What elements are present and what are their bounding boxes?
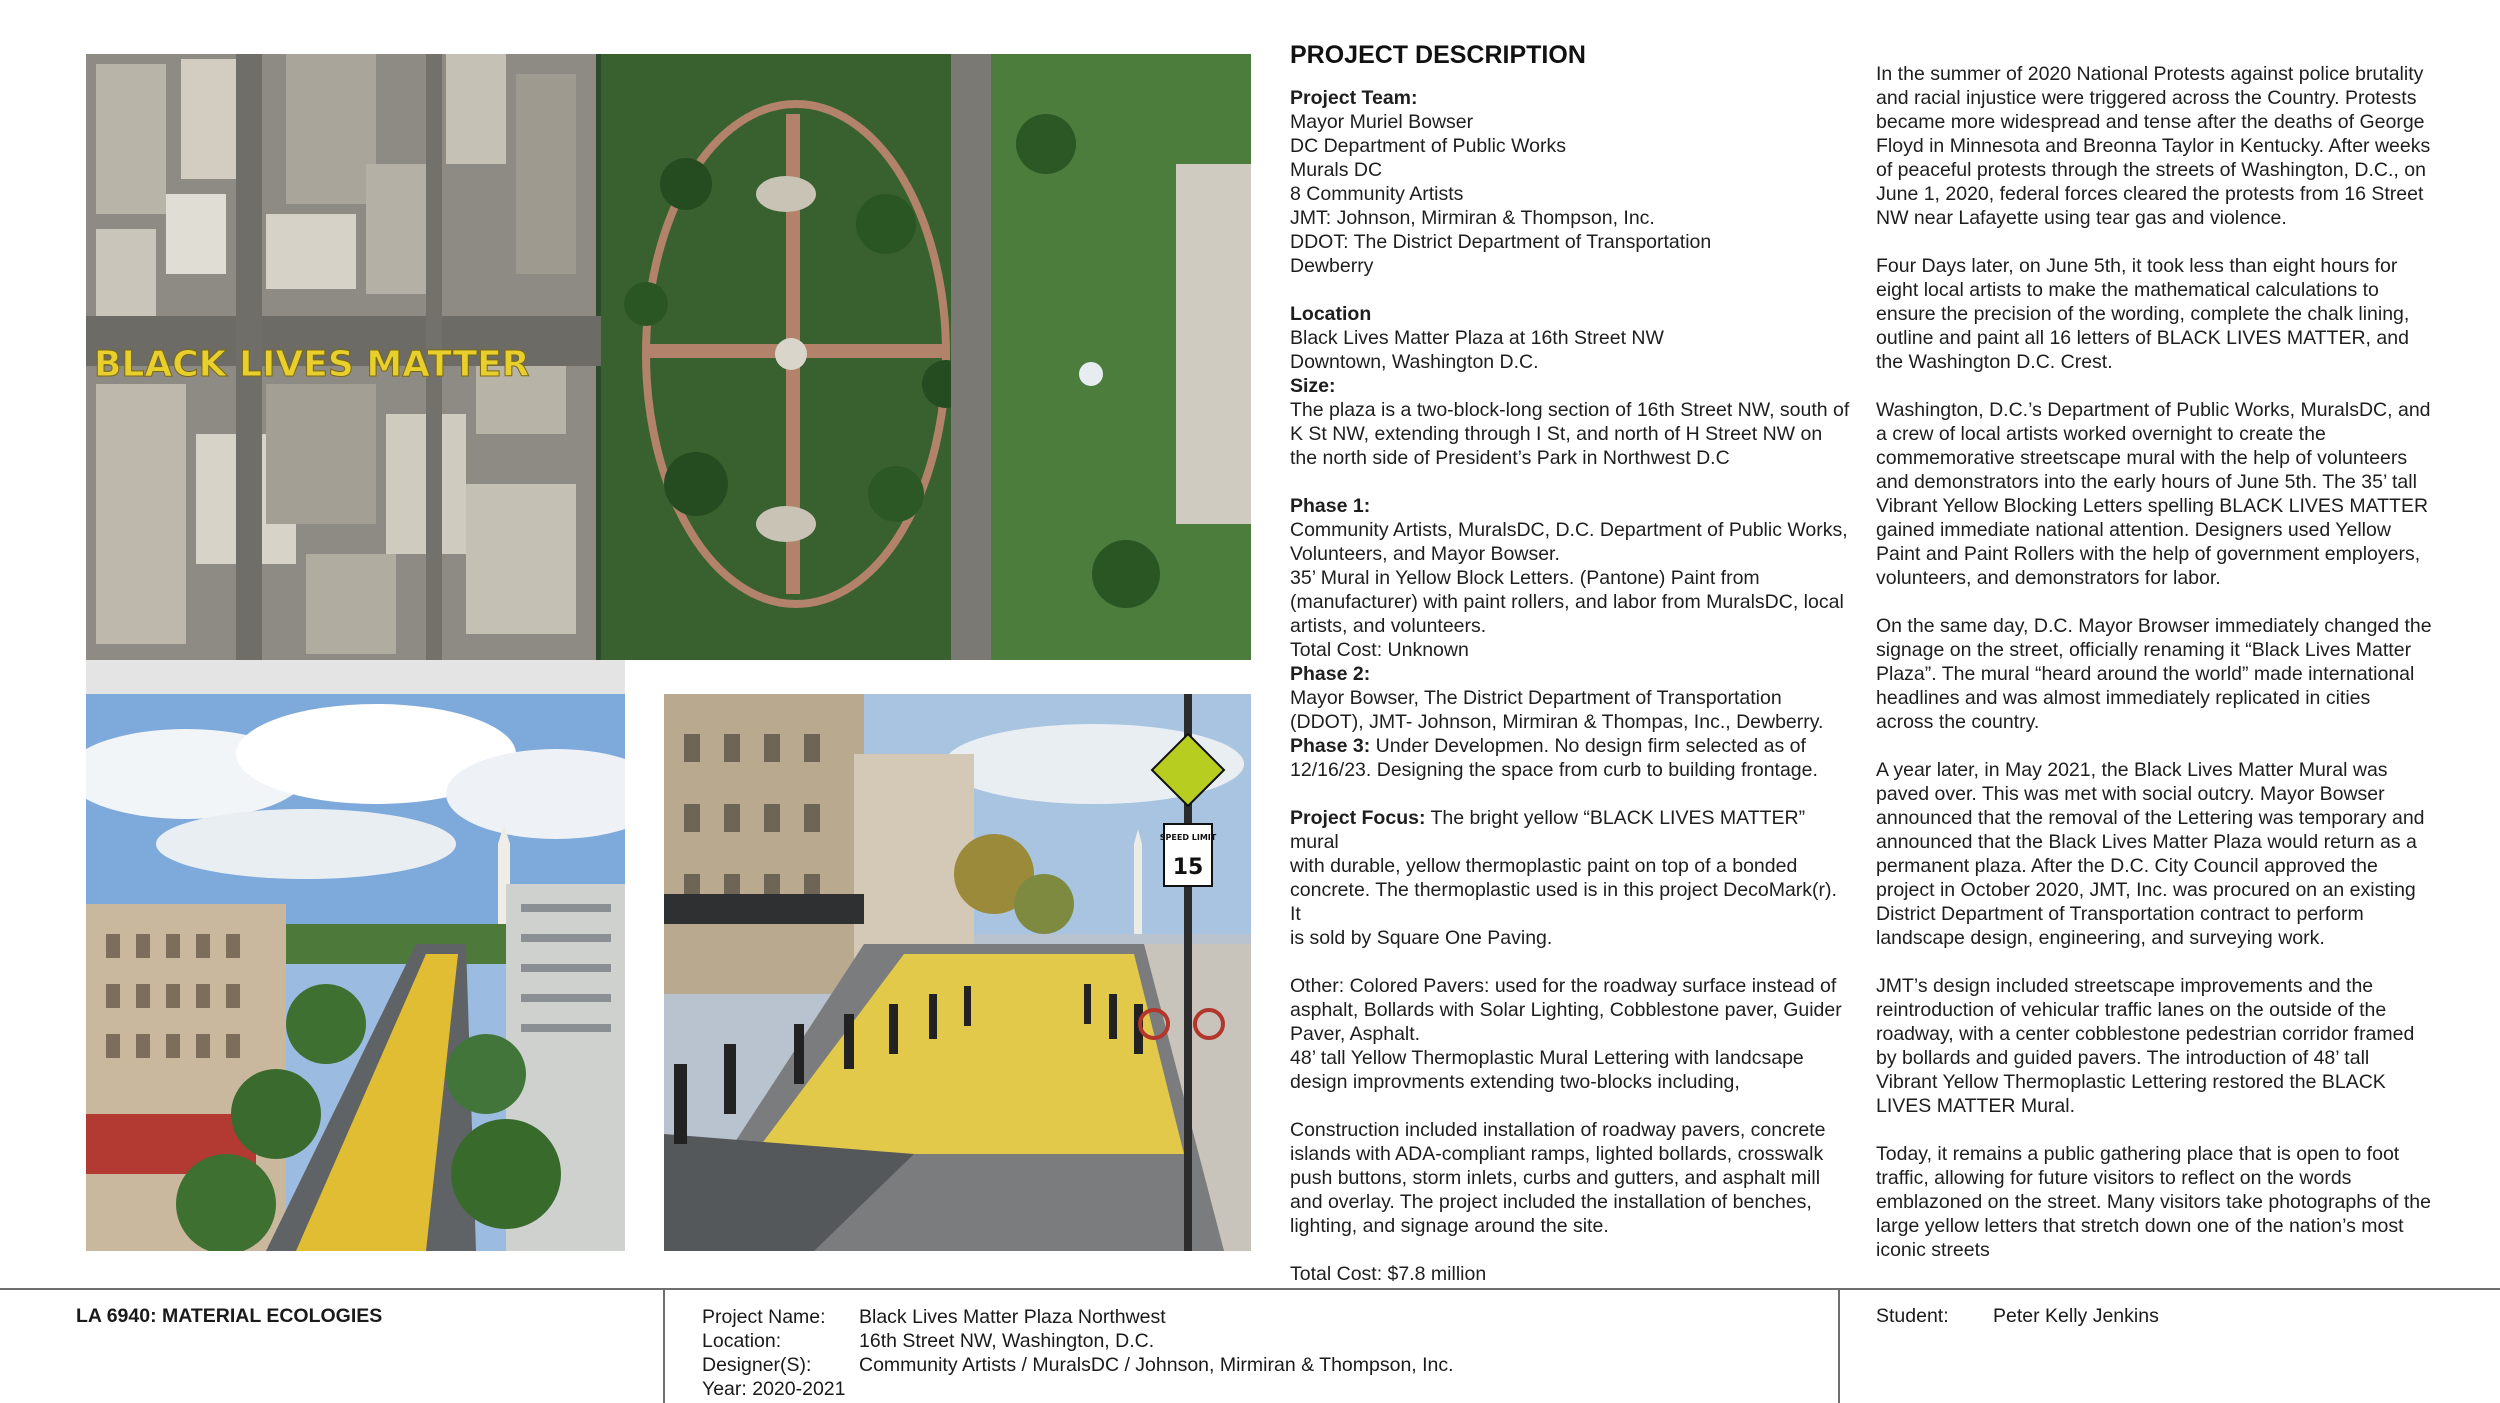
speed-limit-value: 15 (1172, 855, 1204, 880)
year-row (702, 1377, 846, 1401)
location-label: Location: (702, 1330, 782, 1352)
narrative-paragraph: JMT’s design included streetscape improvements and the reintroduction of vehicular traffic lanes on the outside of the roadway, with a center cobblestone pedestrian corridor framed by bollards and guided pavers. The introduction of 48’ tall Vibrant Yellow Thermoplastic Lettering restored the BLACK LIVES MATTER Mural. (1876, 975, 2415, 1117)
narrative-paragraph: Today, it remains a public gathering place that is open to foot traffic, allowing for future visitors to reflect on the words emblazoned on the street. Many visitors take photographs of the large yellow letters that stretch down one of the nation’s most iconic streets (1876, 1143, 2431, 1261)
other-line: design improvments extending two-blocks including, (1290, 1071, 1740, 1093)
construction-line: and overlay. The project included the installation of benches, (1290, 1191, 1812, 1213)
phase1-label: Phase 1: (1290, 495, 1371, 517)
mural-lettering: BLACK LIVES MATTER (94, 344, 530, 385)
construction-line: Construction included installation of roadway pavers, concrete (1290, 1119, 1826, 1141)
construction-line: lighting, and signage around the site. (1290, 1215, 1609, 1237)
student-name: Peter Kelly Jenkins (1993, 1305, 2159, 1327)
street-view-photo (86, 694, 625, 1251)
location-line: Downtown, Washington D.C. (1290, 351, 1539, 373)
student-row (1876, 1305, 2159, 1328)
designers-row (702, 1353, 1454, 1377)
team-member: DDOT: The District Department of Transportation (1290, 231, 1712, 253)
phase1-line: (manufacturer) with paint rollers, and labor from MuralsDC, local (1290, 591, 1844, 613)
phase2-line: (DDOT), JMT- Johnson, Mirmiran & Thompas, Inc., Dewberry. (1290, 711, 1824, 733)
total-cost: Total Cost: $7.8 million (1290, 1263, 1487, 1285)
narrative-paragraph: On the same day, D.C. Mayor Browser immediately changed the signage on the street, officially renaming it “Black Lives Matter Plaza”. The mural “heard around the world” made international headlines and was almost immediately replicated in cities across the country. (1876, 615, 2432, 733)
team-member: Mayor Muriel Bowser (1290, 111, 1474, 133)
phase1-line: 35’ Mural in Yellow Block Letters. (Pantone) Paint from (1290, 567, 1760, 589)
size-label: Size: (1290, 375, 1336, 397)
focus-first-line (1290, 806, 1850, 854)
size-line: the north side of President’s Park in Northwest D.C (1290, 447, 1730, 469)
narrative-paragraph: In the summer of 2020 National Protests against police brutality and racial injustice were triggered across the Country. Protests became more widespread and tense after the deaths of George Floyd in Minnesota and Breonna Taylor in Kentucky. After weeks of peaceful protests through the streets of Washington, D.C., on June 1, 2020, federal forces cleared the protests from 16 Street NW near Lafayette using tear gas and violence. (1876, 63, 2431, 229)
team-member: DC Department of Public Works (1290, 135, 1566, 157)
phase1-line: artists, and volunteers. (1290, 615, 1487, 637)
team-member: Murals DC (1290, 159, 1383, 181)
phase1-line: Total Cost: Unknown (1290, 639, 1469, 661)
student-label: Student: (1876, 1305, 1949, 1327)
photo-divider-strip (86, 660, 625, 694)
location-row (702, 1329, 1154, 1353)
aerial-photo (86, 54, 1251, 660)
team-member: 8 Community Artists (1290, 183, 1464, 205)
focus-line: with durable, yellow thermoplastic paint on top of a bonded (1290, 855, 1798, 877)
project-name-label: Project Name: (702, 1306, 826, 1328)
location-line: Black Lives Matter Plaza at 16th Street NW (1290, 327, 1664, 349)
designers-value: Community Artists / MuralsDC / Johnson, Mirmiran & Thompson, Inc. (859, 1354, 1454, 1376)
narrative-paragraph: Four Days later, on June 5th, it took less than eight hours for eight local artists to make the mathematical calculations to ensure the precision of the wording, complete the chalk lining, outline and paint all 16 letters of BLACK LIVES MATTER, and the Washington D.C. Crest. (1876, 255, 2410, 373)
phase1-line: Volunteers, and Mayor Bowser. (1290, 543, 1560, 565)
course-title: LA 6940: MATERIAL ECOLOGIES (76, 1305, 383, 1327)
other-line: 48’ tall Yellow Thermoplastic Mural Lettering with landcsape (1290, 1047, 1804, 1069)
focus-label: Project Focus: (1290, 807, 1426, 829)
phase3-text: Under Developmen. No design firm selected as of (1370, 735, 1806, 757)
construction-line: islands with ADA-compliant ramps, lighted bollards, crosswalk (1290, 1143, 1824, 1165)
construction-line: push buttons, storm inlets, curbs and gutters, and asphalt mill (1290, 1167, 1821, 1189)
phase3-line: 12/16/23. Designing the space from curb to building frontage. (1290, 759, 1818, 781)
project-name-value: Black Lives Matter Plaza Northwest (859, 1306, 1166, 1328)
phase1-line: Community Artists, MuralsDC, D.C. Department of Public Works, (1290, 519, 1848, 541)
focus-text: The bright yellow “BLACK LIVES MATTER” mural (1290, 807, 1806, 853)
year-value: Year: 2020-2021 (702, 1378, 846, 1400)
team-label: Project Team: (1290, 87, 1418, 109)
speed-limit-title: SPEED LIMIT (1159, 833, 1217, 842)
location-value: 16th Street NW, Washington, D.C. (859, 1330, 1155, 1352)
size-line: K St NW, extending through I St, and north of H Street NW on (1290, 423, 1823, 445)
focus-line: concrete. The thermoplastic used is in this project DecoMark(r). It (1290, 879, 1837, 925)
project-description (1290, 40, 1850, 1286)
narrative-paragraph: Washington, D.C.’s Department of Public Works, MuralsDC, and a crew of local artists worked overnight to create the commemorative streetscape mural with the help of volunteers and demonstrators into the early hours of June 5th. The 35’ tall Vibrant Yellow Blocking Letters spelling BLACK LIVES MATTER gained immediate national attention. Designers used Yellow Paint and Paint Rollers with the help of government employers, volunteers, and demonstrators for labor. (1876, 399, 2431, 589)
other-line: asphalt, Bollards with Solar Lighting, Cobblestone paver, Guider (1290, 999, 1842, 1021)
designers-label: Designer(S): (702, 1354, 812, 1376)
section-heading: PROJECT DESCRIPTION (1290, 41, 1586, 69)
size-line: The plaza is a two-block-long section of 16th Street NW, south of (1290, 399, 1850, 421)
phase3-first-line (1290, 734, 1850, 758)
phase3-label: Phase 3: (1290, 735, 1371, 757)
location-label: Location (1290, 303, 1372, 325)
phase2-label: Phase 2: (1290, 663, 1371, 685)
other-line: Paver, Asphalt. (1290, 1023, 1421, 1045)
other-line: Other: Colored Pavers: used for the roadway surface instead of (1290, 975, 1837, 997)
phase2-line: Mayor Bowser, The District Department of Transportation (1290, 687, 1782, 709)
project-name-row (702, 1305, 1166, 1329)
footer-divider (663, 1290, 665, 1403)
narrative-column (1876, 62, 2432, 1286)
plaza-street-photo (664, 694, 1251, 1251)
team-member: JMT: Johnson, Mirmiran & Thompson, Inc. (1290, 207, 1655, 229)
focus-line: is sold by Square One Paving. (1290, 927, 1553, 949)
footer-divider (1838, 1290, 1840, 1403)
narrative-paragraph: A year later, in May 2021, the Black Lives Matter Mural was paved over. This was met with social outcry. Mayor Bowser announced that the removal of the Lettering was temporary and announced that the Black Lives Matter Plaza would return as a permanent plaza. After the D.C. City Council approved the project in October 2020, JMT, Inc. was procured on an existing District Department of Transportation contract to perform landscape design, engineering, and surveying work. (1876, 759, 2425, 949)
team-member: Dewberry (1290, 255, 1374, 277)
title-block-footer (0, 1288, 2500, 1403)
